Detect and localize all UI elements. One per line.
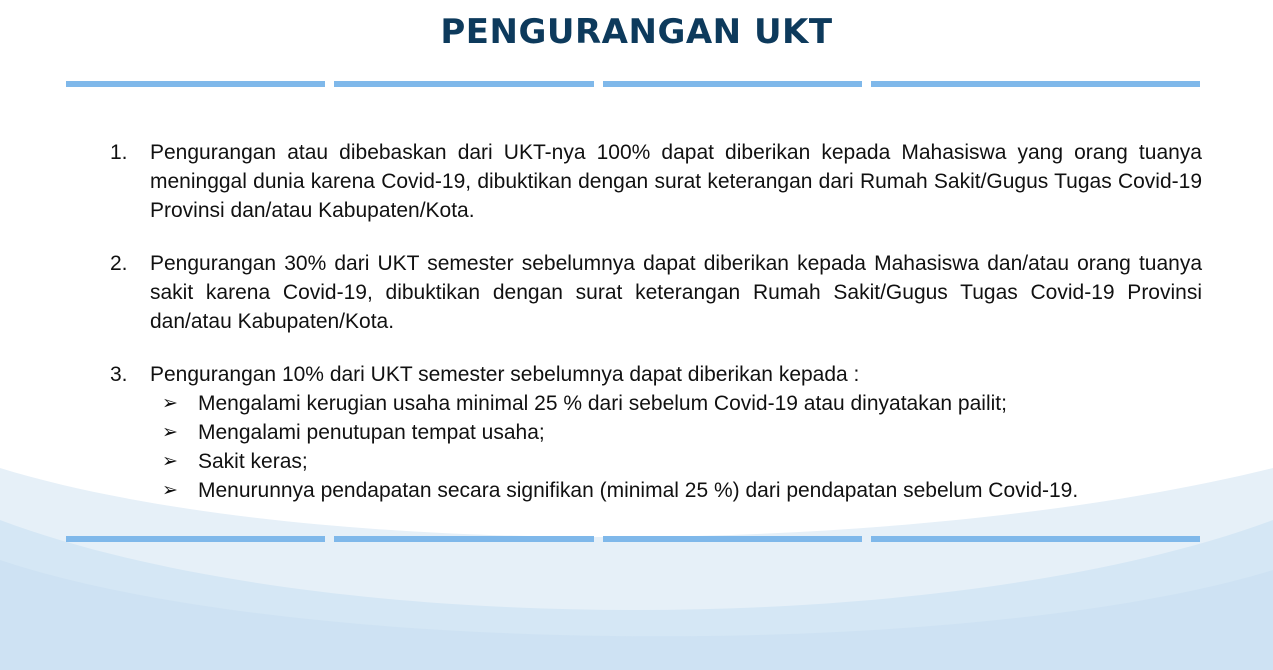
item-number: 1. xyxy=(110,141,128,164)
list-item xyxy=(110,138,1202,225)
arrowhead-bullet-icon: ➢ xyxy=(162,422,178,443)
sub-list-item xyxy=(162,447,1202,476)
list-item xyxy=(110,249,1202,336)
bottom-divider xyxy=(66,536,1200,542)
item-number: 2. xyxy=(110,252,128,275)
sub-list-item xyxy=(162,418,1202,447)
top-divider xyxy=(66,81,1200,87)
list-item xyxy=(110,360,1202,389)
arrowhead-bullet-icon: ➢ xyxy=(162,393,178,414)
page-title: PENGURANGAN UKT xyxy=(440,12,833,52)
item-text: Pengurangan atau dibebaskan dari UKT-nya 100% dapat diberikan kepada Mahasiswa yang orang tuanya meninggal dunia karena Covid-19, dibuktikan dengan surat keterangan dari Rumah Sakit/Gugus Tugas Covid-19 Provinsi dan/atau Kabupaten/Kota. xyxy=(150,141,1202,222)
item-text: Pengurangan 30% dari UKT semester sebelumnya dapat diberikan kepada Mahasiswa dan/atau orang tuanya sakit karena Covid-19, dibuktikan dengan surat keterangan Rumah Sakit/Gugus Tugas Covid-19 Provinsi dan/atau Kabupaten/Kota. xyxy=(150,252,1202,333)
sub-item-text: Mengalami penutupan tempat usaha; xyxy=(198,421,545,444)
content-list xyxy=(110,138,1202,505)
divider-segment xyxy=(871,536,1200,542)
item-number: 3. xyxy=(110,363,128,386)
sub-list-item xyxy=(162,389,1202,418)
item-text: Pengurangan 10% dari UKT semester sebelumnya dapat diberikan kepada : xyxy=(150,363,860,386)
divider-segment xyxy=(66,536,325,542)
divider-segment xyxy=(603,536,862,542)
divider-segment xyxy=(603,81,862,87)
divider-segment xyxy=(334,81,593,87)
sub-item-text: Mengalami kerugian usaha minimal 25 % dari sebelum Covid-19 atau dinyatakan pailit; xyxy=(198,392,1007,415)
sub-item-text: Menurunnya pendapatan secara signifikan (minimal 25 %) dari pendapatan sebelum Covid-19. xyxy=(198,479,1079,502)
sub-item-text: Sakit keras; xyxy=(198,450,308,473)
divider-segment xyxy=(66,81,325,87)
arrowhead-bullet-icon: ➢ xyxy=(162,480,178,501)
divider-segment xyxy=(334,536,593,542)
divider-segment xyxy=(871,81,1200,87)
sub-list-item xyxy=(162,476,1202,505)
arrowhead-bullet-icon: ➢ xyxy=(162,451,178,472)
